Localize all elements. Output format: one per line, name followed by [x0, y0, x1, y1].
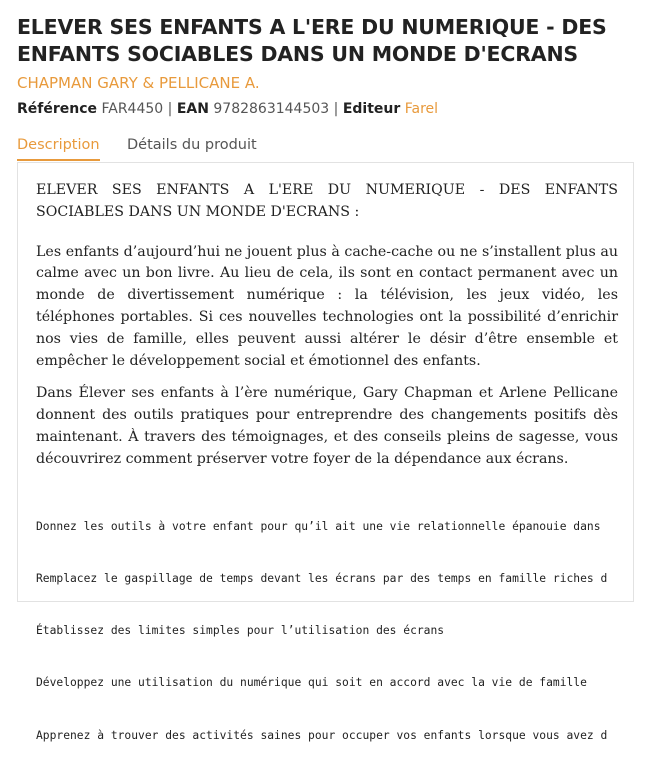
publisher-link[interactable]: Farel: [404, 101, 439, 117]
list-item: Remplacez le gaspillage de temps devant les écrans par des temps en famille riches d: [36, 572, 608, 586]
list-item: Développez une utilisation du numérique qui soit en accord avec la vie de famille: [36, 676, 587, 690]
description-paragraph: Dans Élever ses enfants à l’ère numérique, Gary Chapman et Arlene Pellicane donnent des outils pratiques pour entreprendre des changements positifs dès maintenant. À travers des témoignages, et des conseils pleins de sagesse, vous découvrirez comment préserver votre foyer de la dépendance aux écrans.: [36, 385, 618, 467]
product-title: ELEVER SES ENFANTS A L'ERE DU NUMERIQUE - DES ENFANTS SOCIABLES DANS UN MONDE D'ECRANS: [17, 15, 607, 66]
list-item: Établissez des limites simples pour l’utilisation des écrans: [36, 624, 445, 638]
tab-product-details[interactable]: Détails du produit: [127, 137, 257, 153]
product-authors[interactable]: CHAPMAN GARY & PELLICANE A.: [17, 74, 260, 92]
description-panel: [17, 162, 634, 742]
reference-value: FAR4450: [101, 101, 164, 117]
ean-label: EAN: [176, 101, 209, 117]
product-meta: [17, 101, 438, 117]
ean-value: 9782863144503: [213, 101, 330, 117]
meta-separator: |: [333, 101, 339, 117]
reference-label: Référence: [17, 101, 98, 117]
tab-description[interactable]: Description: [17, 137, 100, 153]
description-paragraph: Les enfants d’aujourd’hui ne jouent plus à cache-cache ou ne s’installent plus au calme avec un bon livre. Au lieu de cela, ils sont en contact permanent avec un monde de divertissement numérique : la télévision, les jeux vidéo, les téléphones portables. Si ces nouvelles technologies ont la possibilité d’enrichir nos vies de famille, elles peuvent aussi altérer le désir d’être ensemble et empêcher le développement social et émotionnel des enfants.: [36, 243, 618, 369]
benefits-list: [36, 483, 636, 779]
list-item: Apprenez à trouver des activités saines pour occuper vos enfants lorsque vous avez d: [36, 728, 608, 742]
description-content: [36, 180, 618, 482]
list-item: Donnez les outils à votre enfant pour qu’il ait une vie relationnelle épanouie dans: [36, 519, 601, 533]
description-heading: ELEVER SES ENFANTS A L'ERE DU NUMERIQUE - DES ENFANTS SOCIABLES DANS UN MONDE D'ECRANS :: [36, 182, 618, 220]
meta-separator: |: [167, 101, 173, 117]
publisher-label: Editeur: [342, 101, 401, 117]
